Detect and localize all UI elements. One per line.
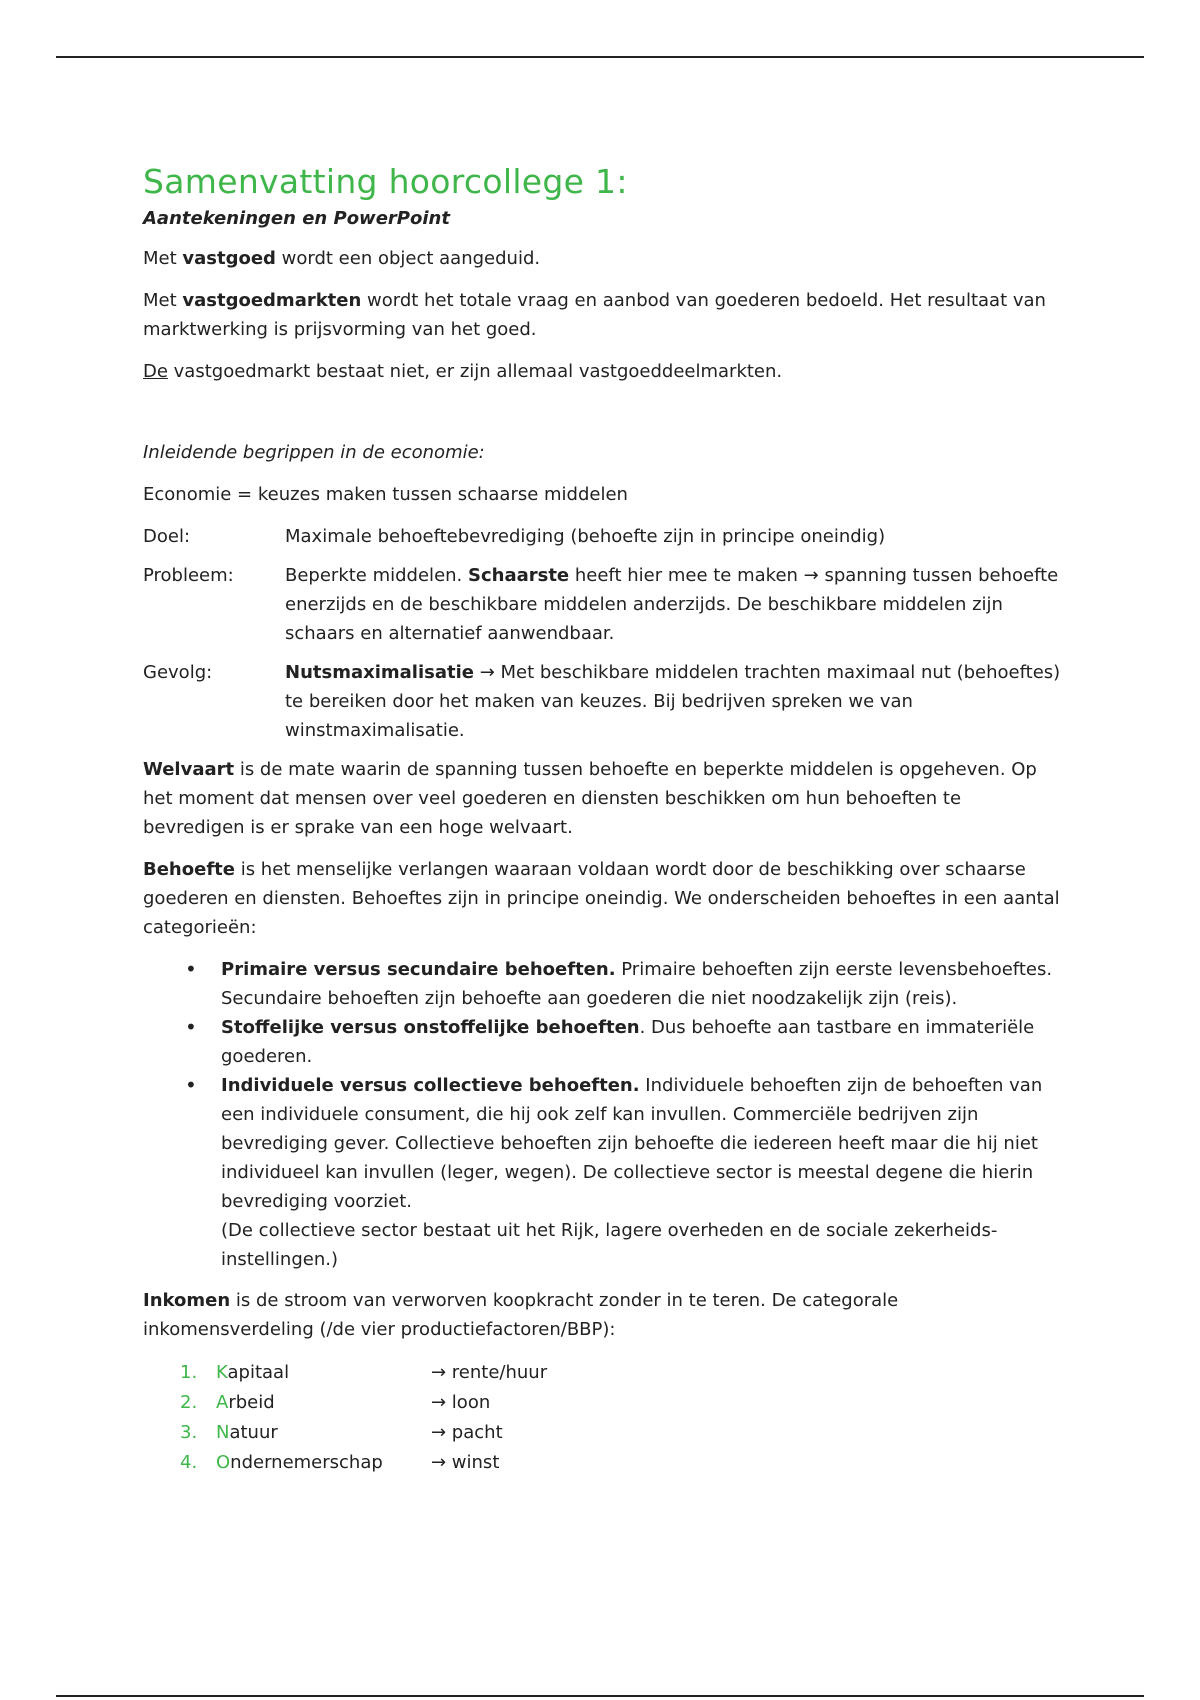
economie-definition: Economie = keuzes maken tussen schaarse middelen: [143, 484, 628, 505]
productiefactoren-list: [143, 1357, 1063, 1477]
list-item: • Individuele versus collectieve behoeften. Individuele behoeften zijn de behoeften van een individuele consument, die hij ook zelf kan invullen. Commerciële bedrijven zijn bevrediging gever. Collectieve behoeften zijn behoefte die iedereen heeft maar die hij niet individueel kan invullen (leger, wegen). De collectieve sector is meestal degene die hierin bevrediging voorziet. (De collectieve sector bestaat uit het Rijk, lagere overheden en de sociale zekerheids-instellingen.): [221, 1071, 1063, 1274]
list-item: • Stoffelijke versus onstoffelijke behoeften. Dus behoefte aan tastbare en immateriële goederen.: [221, 1013, 1063, 1071]
list-item: 4. Ondernemerschap → winst: [180, 1451, 500, 1473]
list-item-note: (De collectieve sector bestaat uit het Rijk, lagere overheden en de sociale zekerheids-instellingen.): [221, 1220, 998, 1270]
list-item: 2. Arbeid → loon: [180, 1391, 491, 1413]
document-title: Samenvatting hoorcollege 1:: [143, 162, 628, 201]
document-subtitle: Aantekeningen en PowerPoint: [143, 208, 450, 229]
paragraph-vastgoed: Met vastgoed wordt een object aangeduid.: [143, 248, 541, 269]
header-rule: [56, 56, 1144, 58]
list-item: • Primaire versus secundaire behoeften. Primaire behoeften zijn eerste levensbehoeftes. Secundaire behoeften zijn behoefte aan goederen die niet noodzakelijk zijn (reis).: [221, 955, 1063, 1013]
footer-rule: [56, 1695, 1144, 1697]
paragraph-deelmarkten: De vastgoedmarkt bestaat niet, er zijn allemaal vastgoeddeelmarkten.: [143, 361, 783, 382]
section-heading: Inleidende begrippen in de economie:: [143, 442, 485, 463]
document-body: [143, 160, 1063, 1477]
list-item: 3. Natuur → pacht: [180, 1421, 503, 1443]
definition-probleem: Probleem: Beperkte middelen. Schaarste heeft hier mee te maken → spanning tussen behoefte enerzijds en de beschikbare middelen anderzijds. De beschikbare middelen zijn schaars en alternatief aanwendbaar.: [143, 565, 1059, 644]
definition-gevolg: Gevolg: Nutsmaximalisatie → Met beschikbare middelen trachten maximaal nut (behoeftes) te bereiken door het maken van keuzes. Bij bedrijven spreken we van winstmaximalisatie.: [143, 662, 1061, 741]
paragraph-welvaart: Welvaart is de mate waarin de spanning tussen behoefte en beperkte middelen is opgeheven. Op het moment dat mensen over veel goederen en diensten beschikken om hun behoeften te bevredigen is er sprake van een hoge welvaart.: [143, 759, 1037, 838]
behoefte-categories-list: [143, 955, 1063, 1274]
paragraph-behoefte: Behoefte is het menselijke verlangen waaraan voldaan wordt door de beschikking over schaarse goederen en diensten. Behoeftes zijn in principe oneindig. We onderscheiden behoeftes in een aantal categorieën:: [143, 859, 1060, 938]
paragraph-inkomen: Inkomen is de stroom van verworven koopkracht zonder in te teren. De categorale inkomensverdeling (/de vier productiefactoren/BBP):: [143, 1290, 899, 1340]
definition-doel: Doel: Maximale behoeftebevrediging (behoefte zijn in principe oneindig): [143, 526, 886, 547]
list-item: 1. Kapitaal → rente/huur: [180, 1361, 548, 1383]
paragraph-vastgoedmarkten: Met vastgoedmarkten wordt het totale vraag en aanbod van goederen bedoeld. Het resultaat van marktwerking is prijsvorming van het goed.: [143, 290, 1046, 340]
